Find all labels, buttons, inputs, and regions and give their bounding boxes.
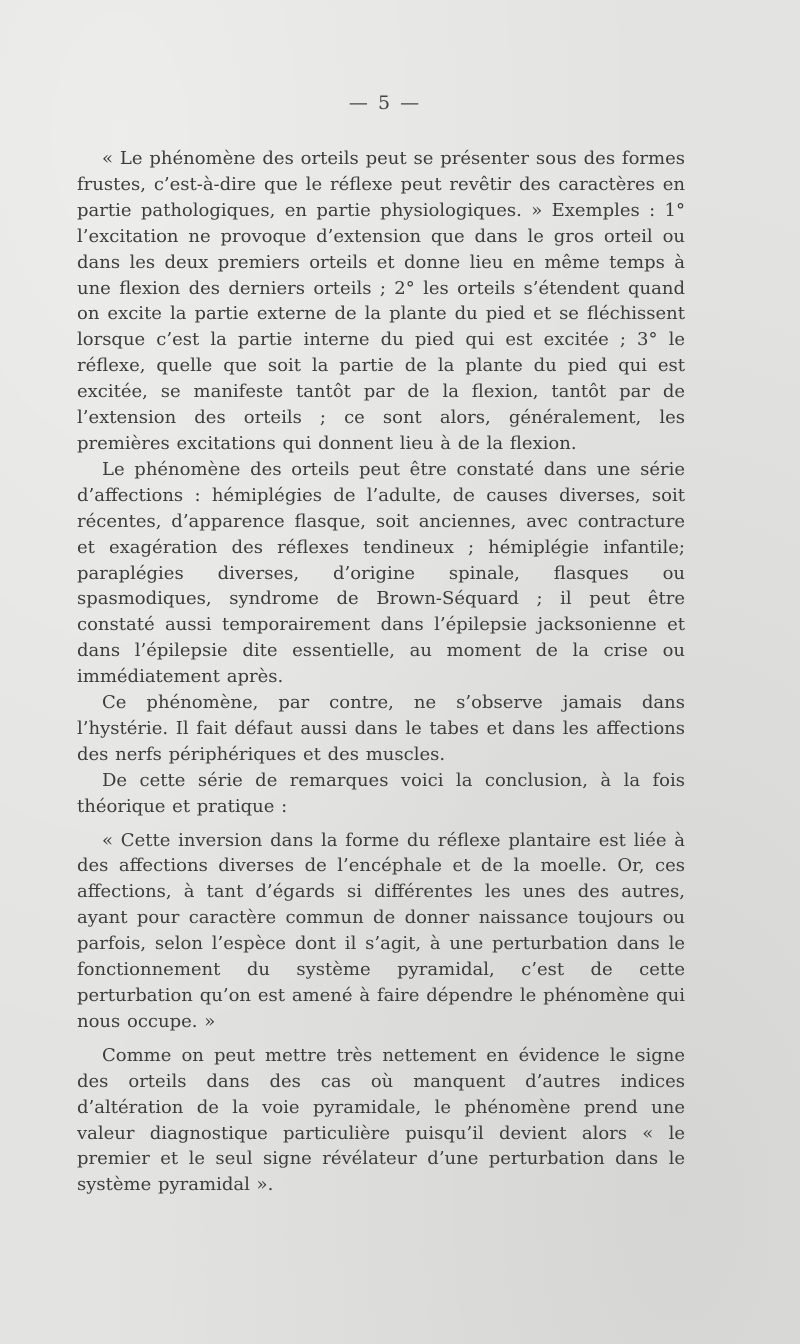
paragraph: Comme on peut mettre très nettement en évidence le signe des orteils dans des cas où manquent d’autres indices d’altération de la voie pyramidale, le phénomène prend une valeur diagnostique particulière puisqu’il devient alors « le premier et le seul signe révélateur d’une perturbation dans le système pyramidal ». (77, 1044, 685, 1196)
page-number: — 5 — (348, 92, 422, 114)
paragraph: Le phénomène des orteils peut être constaté dans une série d’affections : hémiplégies de l’adulte, de causes diverses, soit récentes, d’apparence flasque, soit anciennes, avec contracture et exagération des réflexes tendineux ; hémiplégie infantile; paraplégies diverses, d’origine spinale, flasques ou spasmodiques, syndrome de Brown-Séquard ; il peut être constaté aussi temporairement dans l’épilepsie jacksonienne et dans l’épilepsie dite essentielle, au moment de la crise ou immédiatement après. (77, 458, 685, 688)
paragraph: Ce phénomène, par contre, ne s’observe jamais dans l’hystérie. Il fait défaut aussi dans le tabes et dans les affections des nerfs périphériques et des muscles. (77, 692, 685, 765)
paragraph-quote: « Cette inversion dans la forme du réflexe plantaire est liée à des affections diverses de l’encéphale et de la moelle. Or, ces affections, à tant d’égards si différentes les unes des autres, ayant pour caractère commun de donner naissance toujours ou parfois, selon l’espèce dont il s’agit, à une perturbation dans le fonctionnement du système pyramidal, c’est de cette perturbation qu’on est amené à faire dépendre le phénomène qui nous occupe. » (77, 829, 685, 1032)
paragraph: De cette série de remarques voici la conclusion, à la fois théorique et pratique : (77, 769, 685, 817)
paragraph: « Le phénomène des orteils peut se présenter sous des formes frustes, c’est-à-dire que le réflexe peut revêtir des caractères en partie pathologiques, en partie physiologiques. » Exemples : 1° l’excitation ne provoque d’extension que dans le gros orteil ou dans les deux premiers orteils et donne lieu en même temps à une flexion des derniers orteils ; 2° les orteils s’étendent quand on excite la partie externe de la plante du pied et se fléchissent lorsque c’est la partie interne du pied qui est excitée ; 3° le réflexe, quelle que soit la partie de la plante du pied qui est excitée, se manifeste tantôt par de la flexion, tantôt par de l’extension des orteils ; ce sont alors, généralement, les premières excitations qui donnent lieu à de la flexion. (77, 148, 685, 454)
body-text (77, 146, 685, 1198)
